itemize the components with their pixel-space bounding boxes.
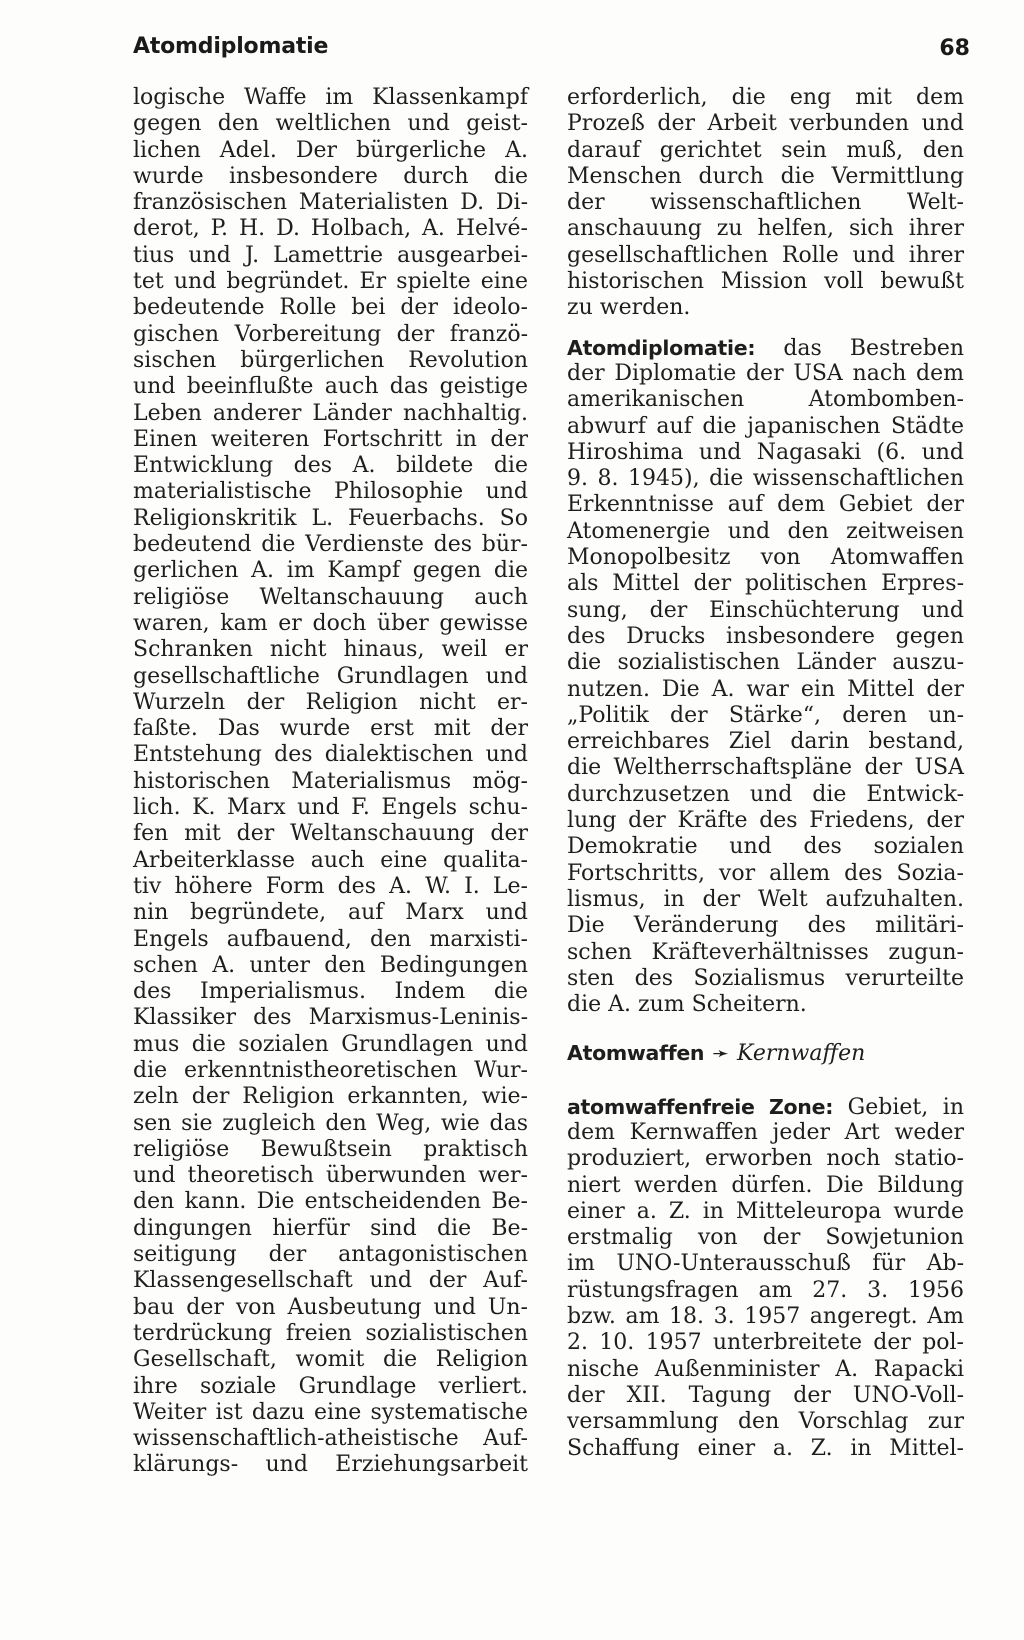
text-line: tiv höhere Form des A. W. I. Le- bbox=[133, 873, 528, 899]
text-line: Entstehung des dialektischen und bbox=[133, 742, 528, 768]
text-line: Demokratie und des sozialen bbox=[567, 834, 964, 860]
text-line: gesellschaftlichen Rolle und ihrer bbox=[567, 242, 964, 268]
text-line: einer a. Z. in Mitteleuropa wurde bbox=[567, 1198, 964, 1224]
text-line: Gesellschaft, womit die Religion bbox=[133, 1347, 528, 1373]
text-line: rüstungsfragen am 27. 3. 1956 bbox=[567, 1277, 964, 1303]
text-line: sten des Sozialismus verurteilte bbox=[567, 965, 964, 991]
text-line: durchzusetzen und die Entwick- bbox=[567, 781, 964, 807]
entry-atomwaffenfreie-zone bbox=[567, 1094, 964, 1462]
text-line: die Weltherrschaftspläne der USA bbox=[567, 755, 964, 781]
entry-cross-reference bbox=[567, 1040, 964, 1066]
entry-atomdiplomatie bbox=[567, 335, 964, 1019]
text-line: lichen Adel. Der bürgerliche A. bbox=[133, 137, 528, 163]
text-line: Klassiker des Marxismus-Leninis- bbox=[133, 1005, 528, 1031]
text-line: seitigung der antagonistischen bbox=[133, 1242, 528, 1268]
text-line: tius und J. Lamettrie ausgearbei- bbox=[133, 242, 528, 268]
running-head: Atomdiplomatie bbox=[133, 34, 329, 59]
text-line: der XII. Tagung der UNO-Voll- bbox=[567, 1382, 964, 1408]
text-line: versammlung den Vorschlag zur bbox=[567, 1409, 964, 1435]
text-line: lich. K. Marx und F. Engels schu- bbox=[133, 795, 528, 821]
text-line: nin begründete, auf Marx und bbox=[133, 900, 528, 926]
text-line: Entwicklung des A. bildete die bbox=[133, 453, 528, 479]
text-line: gesellschaftliche Grundlagen und bbox=[133, 663, 528, 689]
text-line: 2. 10. 1957 unterbreitete der pol- bbox=[567, 1330, 964, 1356]
text-line: amerikanischen Atombomben- bbox=[567, 387, 964, 413]
text-line: logische Waffe im Klassenkampf bbox=[133, 85, 528, 110]
page-number: 68 bbox=[939, 36, 970, 61]
text-line: Die Veränderung des militäri- bbox=[567, 913, 964, 939]
text-line: produziert, erworben noch statio- bbox=[567, 1146, 964, 1172]
left-continuation-text bbox=[133, 85, 528, 1479]
text-line: abwurf auf die japanischen Städte bbox=[567, 413, 964, 439]
text-line: Erkenntnisse auf dem Gebiet der bbox=[567, 492, 964, 518]
text-line: klärungs- und Erziehungsarbeit bbox=[133, 1452, 528, 1478]
text-line: die sozialistischen Länder auszu- bbox=[567, 650, 964, 676]
text-line: und beeinflußte auch das geistige bbox=[133, 374, 528, 400]
text-line: und theoretisch überwunden wer- bbox=[133, 1163, 528, 1189]
text-line: gegen den weltlichen und geist- bbox=[133, 111, 528, 137]
text-line: bau der von Ausbeutung und Un- bbox=[133, 1294, 528, 1320]
text-line: derot, P. H. D. Holbach, A. Helvé- bbox=[133, 216, 528, 242]
entry-headword: atomwaffenfreie Zone: bbox=[567, 1094, 834, 1119]
entry-headword: Atomwaffen bbox=[567, 1041, 705, 1066]
text-line: terdrückung freien sozialistischen bbox=[133, 1320, 528, 1346]
text-line: erreichbares Ziel darin bestand, bbox=[567, 729, 964, 755]
cross-reference-link: Kernwaffen bbox=[736, 1041, 866, 1067]
text-line: sischen bürgerlichen Revolution bbox=[133, 347, 528, 373]
text-line: mus die sozialen Grundlagen und bbox=[133, 1031, 528, 1057]
arrow-right-icon: ➛ bbox=[712, 1041, 729, 1066]
text-line: erforderlich, die eng mit dem bbox=[567, 85, 964, 110]
text-line: dingungen hierfür sind die Be- bbox=[133, 1215, 528, 1241]
text-line: als Mittel der politischen Erpres- bbox=[567, 571, 964, 597]
text-line: der wissenschaftlichen Welt- bbox=[567, 190, 964, 216]
entry-atomwaffen bbox=[567, 1040, 964, 1066]
text-line: des Drucks insbesondere gegen bbox=[567, 623, 964, 649]
text-line: sung, der Einschüchterung und bbox=[567, 597, 964, 623]
text-line: Atomenergie und den zeitweisen bbox=[567, 518, 964, 544]
text-line: niert werden dürfen. Die Bildung bbox=[567, 1172, 964, 1198]
text-line: materialistische Philosophie und bbox=[133, 479, 528, 505]
text-line: lismus, in der Welt aufzuhalten. bbox=[567, 886, 964, 912]
text-line: historischen Mission voll bewußt bbox=[567, 269, 964, 295]
text-line: zu werden. bbox=[567, 295, 691, 321]
text-line: Schranken nicht hinaus, weil er bbox=[133, 637, 528, 663]
text-line: des Imperialismus. Indem die bbox=[133, 979, 528, 1005]
text-line: religiöse Weltanschauung auch bbox=[133, 584, 528, 610]
text-line: wissenschaftlich-atheistische Auf- bbox=[133, 1426, 528, 1452]
text-line: tet und begründet. Er spielte eine bbox=[133, 269, 528, 295]
text-line: anschauung zu helfen, sich ihrer bbox=[567, 216, 964, 242]
text-line: Wurzeln der Religion nicht er- bbox=[133, 689, 528, 715]
text-line: die A. zum Scheitern. bbox=[567, 992, 807, 1018]
text-line: lung der Kräfte des Friedens, der bbox=[567, 808, 964, 834]
text-line: faßte. Das wurde erst mit der bbox=[133, 716, 528, 742]
left-column bbox=[133, 85, 528, 1479]
text-line: Einen weiteren Fortschritt in der bbox=[133, 426, 528, 452]
text-line: religiöse Bewußtsein praktisch bbox=[133, 1136, 528, 1162]
text-line: dem Kernwaffen jeder Art weder bbox=[567, 1119, 964, 1145]
text-line: 9. 8. 1945), die wissenschaftlichen bbox=[567, 466, 964, 492]
text-line: darauf gerichtet sein muß, den bbox=[567, 137, 964, 163]
text-line: sen sie zugleich den Weg, wie das bbox=[133, 1110, 528, 1136]
text-line: ihre soziale Grundlage verliert. bbox=[133, 1373, 528, 1399]
text-line: nische Außenminister A. Rapacki bbox=[567, 1356, 964, 1382]
text-line: schen Kräfteverhältnisses zugun- bbox=[567, 939, 964, 965]
text-line: Fortschritts, vor allem des Sozia- bbox=[567, 860, 964, 886]
text-line: Prozeß der Arbeit verbunden und bbox=[567, 111, 964, 137]
text-line: wurde insbesondere durch die bbox=[133, 163, 528, 189]
text-line: die erkenntnistheoretischen Wur- bbox=[133, 1057, 528, 1083]
text-line: erstmalig von der Sowjetunion bbox=[567, 1225, 964, 1251]
right-continuation-text bbox=[567, 85, 964, 322]
text-line: Monopolbesitz von Atomwaffen bbox=[567, 545, 964, 571]
entry-first-line bbox=[567, 1094, 964, 1120]
text-line: historischen Materialismus mög- bbox=[133, 768, 528, 794]
text-line: Arbeiterklasse auch eine qualita- bbox=[133, 847, 528, 873]
text-line: fen mit der Weltanschauung der bbox=[133, 821, 528, 847]
entry-first-line bbox=[567, 335, 964, 361]
text-line: zeln der Religion erkannten, wie- bbox=[133, 1084, 528, 1110]
text-line: Menschen durch die Vermittlung bbox=[567, 163, 964, 189]
text-line: nutzen. Die A. war ein Mittel der bbox=[567, 676, 964, 702]
text-line: französischen Materialisten D. Di- bbox=[133, 190, 528, 216]
text-line: Leben anderer Länder nachhaltig. bbox=[133, 400, 528, 426]
text-line: „Politik der Stärke“, deren un- bbox=[567, 702, 964, 728]
text-line: Hiroshima und Nagasaki (6. und bbox=[567, 439, 964, 465]
right-column bbox=[567, 85, 964, 1462]
text-line: gerlichen A. im Kampf gegen die bbox=[133, 558, 528, 584]
text-line: Religionskritik L. Feuerbachs. So bbox=[133, 505, 528, 531]
entry-text: Gebiet, in bbox=[847, 1094, 965, 1120]
text-line: Engels aufbauend, den marxisti- bbox=[133, 926, 528, 952]
entry-headword: Atomdiplomatie: bbox=[567, 335, 756, 360]
text-line: Schaffung einer a. Z. in Mittel- bbox=[567, 1435, 964, 1461]
text-line: Weiter ist dazu eine systematische bbox=[133, 1399, 528, 1425]
text-line: gischen Vorbereitung der franzö- bbox=[133, 321, 528, 347]
text-line: bedeutende Rolle bei der ideolo- bbox=[133, 295, 528, 321]
text-line: waren, kam er doch über gewisse bbox=[133, 610, 528, 636]
text-line: der Diplomatie der USA nach dem bbox=[567, 360, 964, 386]
text-line: bzw. am 18. 3. 1957 angeregt. Am bbox=[567, 1304, 964, 1330]
text-line: Klassengesellschaft und der Auf- bbox=[133, 1268, 528, 1294]
text-line: den kann. Die entscheidenden Be- bbox=[133, 1189, 528, 1215]
entry-text: das Bestreben bbox=[783, 335, 965, 361]
text-line: schen A. unter den Bedingungen bbox=[133, 952, 528, 978]
text-line: im UNO-Unterausschuß für Ab- bbox=[567, 1251, 964, 1277]
text-line: bedeutend die Verdienste des bür- bbox=[133, 532, 528, 558]
